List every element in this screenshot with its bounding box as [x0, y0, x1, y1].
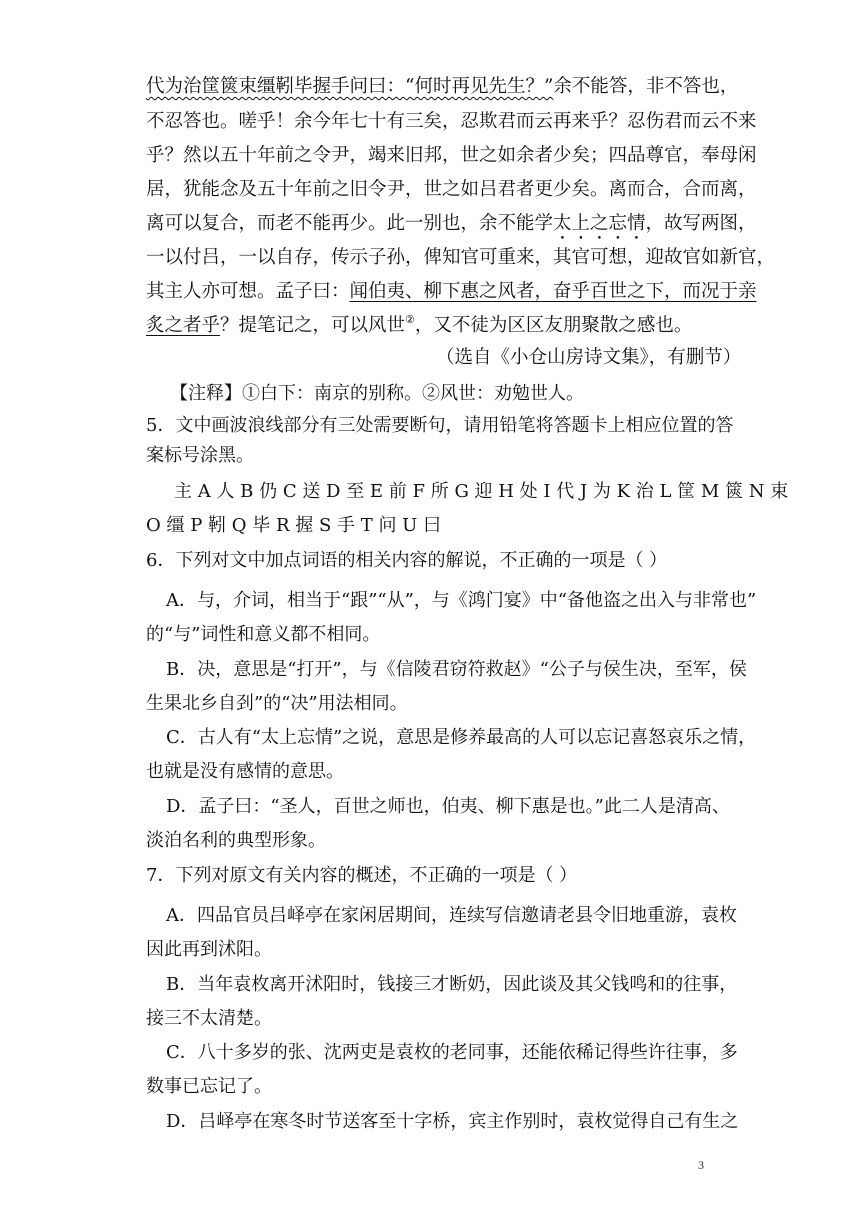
question-5-stem-cont: 案标号涂黑。: [146, 445, 254, 466]
passage-line-1: [146, 75, 738, 99]
question-7-option-a: A．四品官员吕峄亭在家闲居期间，连续写信邀请老县令旧地重游，袁枚: [166, 905, 737, 926]
question-7-option-b-cont: 接三不太清楚。: [146, 1008, 272, 1029]
question-6-option-a-cont: 的“与”词性和意义都不相同。: [146, 624, 381, 645]
wavy-underlined-text: 代为治筐篋束缰靷毕握手问曰：“何时再见先生？”: [146, 76, 554, 97]
question-5-stem: 5．文中画波浪线部分有三处需要断句，请用铅笔将答题卡上相应位置的答: [146, 415, 734, 436]
passage-text: 其主人亦可想。孟子曰：: [146, 281, 350, 302]
question-5-options: 主 A 人 B 仍 C 送 D 至 E 前 F 所 G 迎 H 处 I 代 J 为 K 治 L 筐 M 篋 N 束: [174, 481, 789, 502]
passage-line-3: 乎？然以五十年前之令尹，竭来旧邦，世之如余者少矣；四品尊官，奉母闲: [146, 145, 757, 166]
question-5-options-cont: O 缰 P 靷 Q 毕 R 握 S 手 T 问 U 曰: [146, 515, 442, 536]
passage-line-5: [146, 212, 757, 244]
passage-text: 余不能答，非不答也，: [553, 76, 739, 97]
question-6-option-d: D．孟子曰：“圣人，百世之师也，伯夷、柳下惠是也。”此二人是清高、: [166, 796, 730, 817]
annotation-note: 【注释】①白下：南京的别称。②风世：劝勉世人。: [170, 383, 584, 404]
question-6-option-b-cont: 生果北乡自刭”的“决”用法相同。: [146, 693, 408, 714]
question-6-stem: 6．下列对文中加点词语的相关内容的解说，不正确的一项是（ ）: [146, 550, 668, 571]
question-6-option-c: C．古人有“太上忘情”之说，意思是修养最高的人可以忘记喜怒哀乐之情，: [166, 727, 757, 748]
question-7-option-d: D．吕峄亭在寒冬时节送客至十字桥，宾主作别时，袁枚觉得自己有生之: [166, 1111, 739, 1132]
underlined-quote: 闻伯夷、柳下惠之风者，奋乎百世之下，而况于亲: [349, 281, 757, 302]
page-number: 3: [698, 1158, 704, 1172]
passage-line-7: [146, 280, 757, 304]
question-7-option-c-cont: 数事已忘记了。: [146, 1076, 272, 1097]
passage-line-8: [146, 314, 692, 338]
dotted-term: 太上之忘情: [553, 213, 646, 234]
question-7-option-c: C．八十多岁的张、沈两吏是袁枚的老同事，还能依稀记得些许往事，多: [166, 1042, 738, 1063]
question-6-option-c-cont: 也就是没有感情的意思。: [146, 761, 344, 782]
passage-text: 离可以复合，而老不能再少。此一别也，余不能学: [146, 213, 554, 234]
passage-source: （选自《小仓山房诗文集》，有删节）: [436, 347, 742, 368]
footnote-mark: ②: [405, 313, 415, 326]
passage-line-6: 一以付吕，一以自存，传示子孙，俾知官可重来，其官可想，迎故官如新官，: [146, 247, 776, 268]
question-7-stem: 7．下列对原文有关内容的概述，不正确的一项是（ ）: [146, 865, 578, 886]
question-6-option-a: A．与，介词，相当于“跟”“从”，与《鸿门宴》中“备他盗之出入与非常也”: [166, 590, 757, 611]
underlined-quote: 炙之者乎: [146, 315, 221, 336]
passage-line-2: 不忍答也。嗟乎！余今年七十有三矣，忍欺君而云再来乎？忍伤君而云不来: [146, 111, 757, 132]
question-7-option-a-cont: 因此再到沭阳。: [146, 939, 272, 960]
passage-text: ，故写两图，: [645, 213, 757, 234]
question-6-option-d-cont: 淡泊名利的典型形象。: [146, 830, 326, 851]
passage-text: ？提笔记之，可以风世: [220, 315, 406, 336]
passage-text: ，又不徒为区区友朋聚散之感也。: [414, 315, 693, 336]
question-6-option-b: B．决，意思是“打开”，与《信陵君窃符救赵》“公子与侯生决，至军，侯: [166, 659, 747, 680]
passage-line-4: 居，犹能念及五十年前之旧令尹，世之如吕君者更少矣。离而合，合而离，: [146, 179, 757, 200]
question-7-option-b: B．当年袁枚离开沭阳时，钱接三才断奶，因此谈及其父钱鸣和的往事，: [166, 974, 738, 995]
